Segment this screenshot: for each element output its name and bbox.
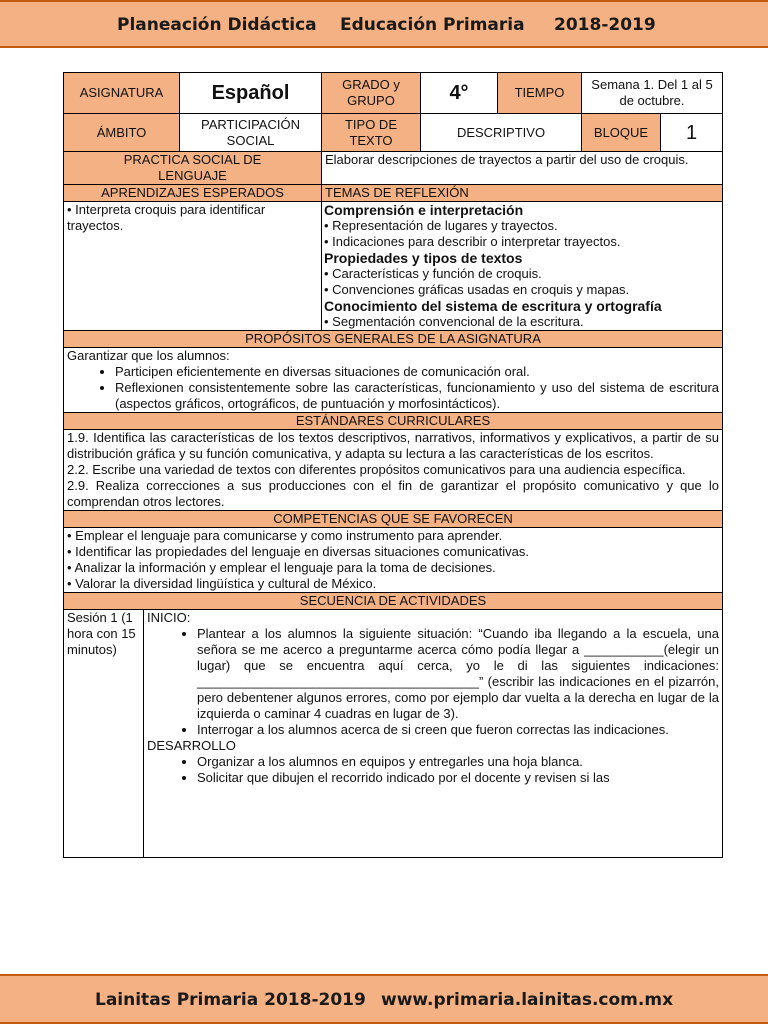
propositos-content	[64, 348, 723, 413]
ambito-value: PARTICIPACIÓN SOCIAL	[180, 114, 322, 152]
footer-url[interactable]: www.primaria.lainitas.com.mx	[381, 990, 674, 1010]
desarrollo-heading: DESARROLLO	[147, 738, 236, 753]
proposito-item: • Participen eficientemente en diversas situaciones de comunicación oral.	[115, 364, 719, 380]
proposito-item: • Reflexionen consistentemente sobre las características, funcionamiento y uso del sistema de escritura (aspectos gráficos, ortográficos, de puntuación y morfosintácticos).	[115, 380, 719, 412]
asignatura-label: ASIGNATURA	[64, 73, 180, 114]
footer-title: Lainitas Primaria 2018-2019	[95, 990, 366, 1010]
ambito-label: ÁMBITO	[64, 114, 180, 152]
desarrollo-item: • Solicitar que dibujen el recorrido indicado por el docente y revisen si las	[197, 770, 719, 786]
estandares-content	[64, 430, 723, 511]
header-year: 2018-2019	[554, 15, 656, 35]
competencias-label: COMPETENCIAS QUE SE FAVORECEN	[64, 511, 723, 528]
estandar-item: 1.9. Identifica las características de los textos descriptivos, narrativos, informativos y explicativos, a partir de su distribución gráfica y su función comunicativa, y adapta su lectura a las características de los escritos.	[67, 430, 719, 461]
header-level: Educación Primaria	[340, 15, 525, 35]
aprendizajes-label: APRENDIZAJES ESPERADOS	[64, 185, 322, 202]
propositos-label: PROPÓSITOS GENERALES DE LA ASIGNATURA	[64, 331, 723, 348]
estandar-item: 2.9. Realiza correcciones a sus producciones con el fin de garantizar el propósito comunicativo y que lo comprendan otros lectores.	[67, 478, 719, 509]
secuencia-label: SECUENCIA DE ACTIVIDADES	[64, 593, 723, 610]
header-band	[0, 0, 768, 48]
header-title: Planeación Didáctica	[117, 15, 317, 35]
tipo-label: TIPO DE TEXTO	[322, 114, 421, 152]
inicio-item: • Interrogar a los alumnos acerca de si creen que fueron correctas las indicaciones.	[197, 722, 719, 738]
asignatura-value: Español	[180, 73, 322, 114]
grado-label: GRADO y GRUPO	[322, 73, 421, 114]
propositos-intro: Garantizar que los alumnos:	[67, 348, 230, 363]
temas-item: • Indicaciones para describir o interpretar trayectos.	[324, 234, 621, 249]
temas-content	[322, 202, 723, 331]
competencia-item: • Emplear el lenguaje para comunicarse y como instrumento para aprender.	[67, 528, 503, 543]
temas-item: • Segmentación convencional de la escritura.	[324, 314, 584, 329]
practica-text: Elaborar descripciones de trayectos a partir del uso de croquis.	[322, 152, 723, 185]
grado-value: 4°	[421, 73, 498, 114]
temas-heading: Comprensión e interpretación	[324, 202, 524, 218]
inicio-item: • Plantear a los alumnos la siguiente situación: “Cuando iba llegando a la escuela, una señora se me acerco a preguntarme acerca cómo podía llegar a ___________(elegir un lugar) que se encuentra aquí cerca, yo le di las siguientes indicaciones: _______________________________________” (escribir las indicaciones en el pizarrón, pero debentener algunos errores, como por ejemplo dar vuelta a la derecha en lugar de la izquierda o caminar 4 cuadras en lugar de 3).	[197, 626, 719, 722]
footer-band	[0, 974, 768, 1024]
temas-item: • Representación de lugares y trayectos.	[324, 218, 558, 233]
bloque-label: BLOQUE	[582, 114, 661, 152]
estandar-item: 2.2. Escribe una variedad de textos con diferentes propósitos comunicativos para una audiencia específica.	[67, 462, 686, 477]
tiempo-value: Semana 1. Del 1 al 5 de octubre.	[582, 73, 723, 114]
tipo-value: DESCRIPTIVO	[421, 114, 582, 152]
estandares-label: ESTÁNDARES CURRICULARES	[64, 413, 723, 430]
competencia-item: • Valorar la diversidad lingüística y cultural de México.	[67, 576, 377, 591]
temas-label: TEMAS DE REFLEXIÓN	[322, 185, 723, 202]
temas-heading: Propiedades y tipos de textos	[324, 250, 523, 266]
competencias-content	[64, 528, 723, 593]
aprendizajes-text: • Interpreta croquis para identificar trayectos.	[64, 202, 322, 331]
sesion-cell: Sesión 1 (1 hora con 15 minutos)	[64, 610, 144, 858]
temas-item: • Convenciones gráficas usadas en croquis y mapas.	[324, 282, 630, 297]
temas-item: • Características y función de croquis.	[324, 266, 542, 281]
practica-label: PRACTICA SOCIAL DE LENGUAJE	[64, 152, 322, 185]
tiempo-label: TIEMPO	[498, 73, 582, 114]
temas-heading: Conocimiento del sistema de escritura y ortografía	[324, 298, 662, 314]
actividades-cell	[144, 610, 723, 858]
competencia-item: • Analizar la información y emplear el lenguaje para la toma de decisiones.	[67, 560, 496, 575]
desarrollo-item: • Organizar a los alumnos en equipos y entregarles una hoja blanca.	[197, 754, 719, 770]
planning-table	[63, 72, 723, 858]
bloque-value: 1	[661, 114, 723, 152]
competencia-item: • Identificar las propiedades del lenguaje en diversas situaciones comunicativas.	[67, 544, 529, 559]
inicio-heading: INICIO:	[147, 610, 191, 625]
